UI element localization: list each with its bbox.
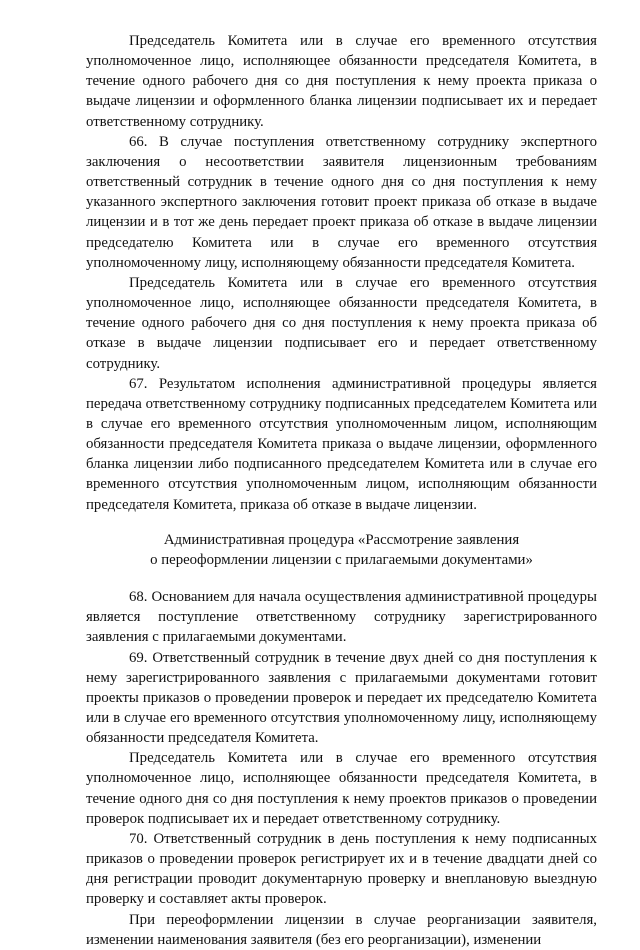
paragraph-chairman-signs-license: Председатель Комитета или в случае его временного отсутствия уполномоченное лицо, исполняющее обязанности председателя Комитета, в течение одного рабочего дня со дня поступления к нему проекта приказа о выдаче лицензии и оформленного бланка лицензии подписывает их и передает ответственному сотруднику. (86, 33, 597, 130)
paragraph-reissue-reorganization: При переоформлении лицензии в случае реорганизации заявителя, изменении наименования заявителя (без его реорганизации), изменении (86, 911, 597, 948)
paragraph-66: 66. В случае поступления ответственному сотруднику экспертного заключения о несоответствии заявителя лицензионным требованиям ответственный сотрудник в течение одного дня со дня поступления к нему указанного экспертного заключения готовит проект приказа об отказе в выдаче лицензии и в тот же день передает проект приказа об отказе в выдаче лицензии председателю Комитета или в случае его временного отсутствия уполномоченному лицу, исполняющему обязанности председателя Комитета. (86, 133, 597, 271)
paragraph-68: 68. Основанием для начала осуществления административной процедуры является поступление ответственному сотруднику зарегистрированного заявления с прилагаемыми документами. (86, 589, 597, 646)
section-heading-line-2: о переоформлении лицензии с прилагаемыми документами» (150, 551, 533, 568)
document-body (86, 31, 597, 950)
paragraph-67: 67. Результатом исполнения административной процедуры является передача ответственному сотруднику подписанных председателем Комитета или в случае его временного отсутствия уполномоченным лицом, исполняющим обязанности председателя Комитета приказа о выдаче лицензии, оформленного бланка лицензии либо подписанного председателем Комитета или в случае его временного отсутствия уполномоченным лицом, исполняющим обязанности председателя Комитета, приказа об отказе в выдаче лицензии. (86, 375, 597, 513)
paragraph-chairman-signs-orders: Председатель Комитета или в случае его временного отсутствия уполномоченное лицо, исполняющее обязанности председателя Комитета, в течение одного дня со дня поступления к нему проектов приказов о проведении проверок подписывает их и передает ответственному сотруднику. (86, 750, 597, 827)
section-heading-line-1: Административная процедура «Рассмотрение заявления (163, 531, 520, 548)
paragraph-69: 69. Ответственный сотрудник в течение двух дней со дня поступления к нему зарегистрированного заявления с прилагаемыми документами готовит проекты приказов о проведении проверок и передает их председателю Комитета или в случае его временного отсутствия уполномоченному лицу, исполняющему обязанности председателя Комитета. (86, 649, 597, 747)
paragraph-chairman-signs-refusal: Председатель Комитета или в случае его временного отсутствия уполномоченное лицо, исполняющее обязанности председателя Комитета, в течение одного рабочего дня со дня поступления к нему проекта приказа об отказе в выдаче лицензии подписывает его и передает ответственному сотруднику. (86, 274, 597, 372)
paragraph-70: 70. Ответственный сотрудник в день поступления к нему подписанных приказов о проведении проверок регистрирует их и в течение двадцати дней со дня регистрации проводит документарную проверку и внеплановую выездную проверку и составляет акты проверок. (86, 830, 597, 908)
section-heading (86, 530, 597, 570)
